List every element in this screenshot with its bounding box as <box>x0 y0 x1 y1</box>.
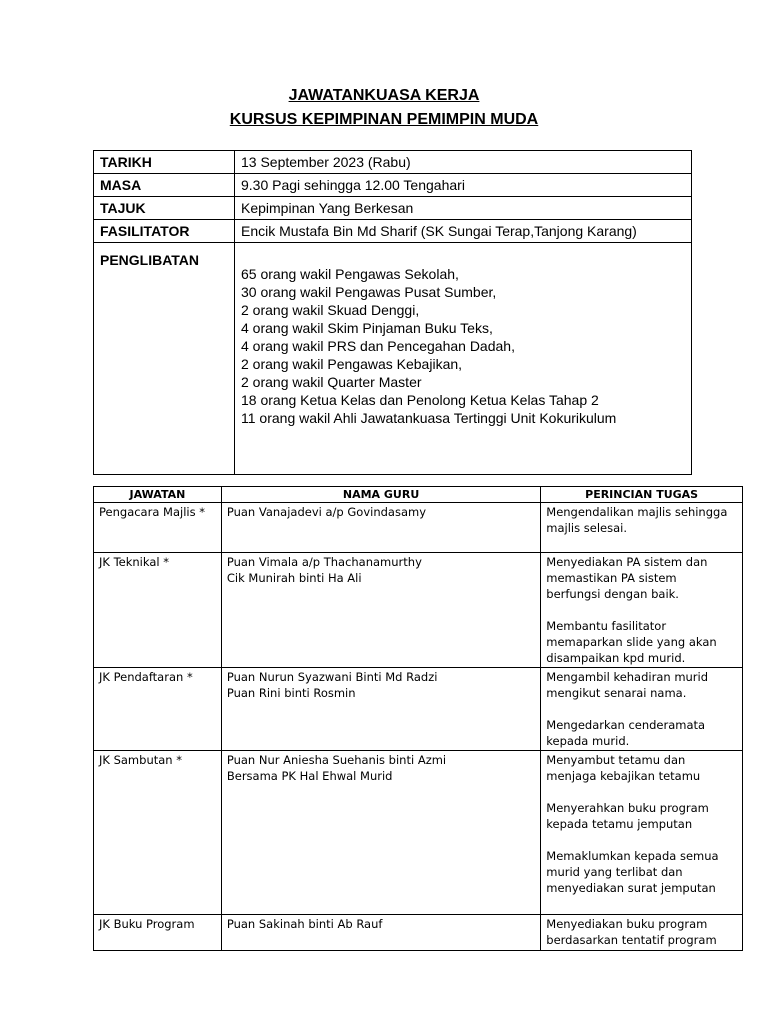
tugas-cell <box>541 751 743 915</box>
tugas-item <box>546 848 737 896</box>
table-row <box>94 503 743 553</box>
tugas-item <box>546 916 737 948</box>
tugas-item <box>546 504 737 536</box>
guru-cell <box>221 751 540 915</box>
guru-name: Bersama PK Hal Ehwal Murid <box>226 769 393 783</box>
guru-name: Puan Vimala a/p Thachanamurthy <box>226 555 422 569</box>
tugas-item <box>546 752 737 784</box>
guru-cell <box>221 553 540 668</box>
info-row-tarikh <box>94 151 692 174</box>
tugas-line: Mengedarkan cenderamata <box>546 718 706 732</box>
penglibatan-item: 30 orang wakil Pengawas Pusat Sumber, <box>241 284 497 300</box>
tugas-line: murid yang terlibat dan <box>546 865 683 879</box>
penglibatan-item: 2 orang wakil Quarter Master <box>241 374 422 390</box>
tugas-line: berfungsi dengan baik. <box>546 587 679 601</box>
tugas-line: Menyediakan buku program <box>546 917 708 931</box>
penglibatan-item: 65 orang wakil Pengawas Sekolah, <box>241 266 459 282</box>
tugas-line: kepada murid. <box>546 734 630 748</box>
table-row <box>94 553 743 668</box>
penglibatan-list <box>235 243 692 475</box>
penglibatan-item: 11 orang wakil Ahli Jawatankuasa Tertinggi Unit Kokurikulum <box>241 410 617 426</box>
tugas-line: mengikut senarai nama. <box>546 686 687 700</box>
tugas-line: menjaga kebajikan tetamu <box>546 769 701 783</box>
tugas-item <box>546 800 737 832</box>
guru-cell <box>221 503 540 553</box>
info-row-tajuk <box>94 197 692 220</box>
tugas-line: Memaklumkan kepada semua <box>546 849 719 863</box>
penglibatan-item: 4 orang wakil Skim Pinjaman Buku Teks, <box>241 320 493 336</box>
guru-name: Puan Vanajadevi a/p Govindasamy <box>226 505 427 519</box>
tugas-line: Membantu fasilitator <box>546 619 667 633</box>
tugas-line: kepada tetamu jemputan <box>546 817 693 831</box>
tarikh-value: 13 September 2023 (Rabu) <box>235 151 692 174</box>
document-title: JAWATANKUASA KERJA <box>288 87 480 104</box>
tugas-line: menyediakan surat jemputan <box>546 881 716 895</box>
guru-name: Puan Nurun Syazwani Binti Md Radzi <box>226 670 438 684</box>
tarikh-label: TARIKH <box>94 151 235 174</box>
guru-name: Puan Sakinah binti Ab Rauf <box>226 917 383 931</box>
info-row-penglibatan <box>94 243 692 475</box>
jawatan-cell: JK Buku Program <box>94 915 222 951</box>
penglibatan-item: 2 orang wakil Pengawas Kebajikan, <box>241 356 463 372</box>
guru-name: Cik Munirah binti Ha Ali <box>226 571 362 585</box>
header-perincian-tugas: PERINCIAN TUGAS <box>541 487 743 503</box>
fasilitator-value: Encik Mustafa Bin Md Sharif (SK Sungai Terap,Tanjong Karang) <box>235 220 692 243</box>
tugas-line: majlis selesai. <box>546 521 627 535</box>
jawatan-cell: JK Pendaftaran * <box>94 668 222 751</box>
info-row-fasilitator <box>94 220 692 243</box>
tugas-item <box>546 717 737 749</box>
masa-value: 9.30 Pagi sehingga 12.00 Tengahari <box>235 174 692 197</box>
tugas-line: Mengambil kehadiran murid <box>546 670 709 684</box>
tajuk-value: Kepimpinan Yang Berkesan <box>235 197 692 220</box>
header-jawatan: JAWATAN <box>94 487 222 503</box>
tajuk-label: TAJUK <box>94 197 235 220</box>
info-table <box>93 150 692 475</box>
tugas-item <box>546 554 737 602</box>
tugas-line: Mengendalikan majlis sehingga <box>546 505 728 519</box>
guru-cell <box>221 668 540 751</box>
document-subtitle: KURSUS KEPIMPINAN PEMIMPIN MUDA <box>229 111 539 128</box>
tugas-line: memaparkan slide yang akan <box>546 635 717 649</box>
penglibatan-label: PENGLIBATAN <box>94 243 235 475</box>
tugas-line: memastikan PA sistem <box>546 571 677 585</box>
guru-cell <box>221 915 540 951</box>
tugas-line: berdasarkan tentatif program <box>546 933 717 947</box>
jawatan-cell: Pengacara Majlis * <box>94 503 222 553</box>
guru-name: Puan Nur Aniesha Suehanis binti Azmi <box>226 753 447 767</box>
tugas-line: disampaikan kpd murid. <box>546 651 686 665</box>
penglibatan-item: 2 orang wakil Skuad Denggi, <box>241 302 420 318</box>
table-row <box>94 915 743 951</box>
tugas-cell <box>541 553 743 668</box>
tugas-line: Menyediakan PA sistem dan <box>546 555 708 569</box>
duty-header-row <box>94 487 743 503</box>
tugas-item <box>546 618 737 666</box>
jawatan-cell: JK Sambutan * <box>94 751 222 915</box>
tugas-line: Menyambut tetamu dan <box>546 753 686 767</box>
duty-table <box>93 486 743 951</box>
tugas-item <box>546 669 737 701</box>
tugas-cell <box>541 668 743 751</box>
jawatan-cell: JK Teknikal * <box>94 553 222 668</box>
penglibatan-item: 4 orang wakil PRS dan Pencegahan Dadah, <box>241 338 515 354</box>
tugas-line: Menyerahkan buku program <box>546 801 709 815</box>
masa-label: MASA <box>94 174 235 197</box>
penglibatan-item: 18 orang Ketua Kelas dan Penolong Ketua Kelas Tahap 2 <box>241 392 599 408</box>
table-row <box>94 668 743 751</box>
guru-name: Puan Rini binti Rosmin <box>226 686 356 700</box>
fasilitator-label: FASILITATOR <box>94 220 235 243</box>
header-nama-guru: NAMA GURU <box>221 487 540 503</box>
info-row-masa <box>94 174 692 197</box>
tugas-cell <box>541 503 743 553</box>
tugas-cell <box>541 915 743 951</box>
table-row <box>94 751 743 915</box>
